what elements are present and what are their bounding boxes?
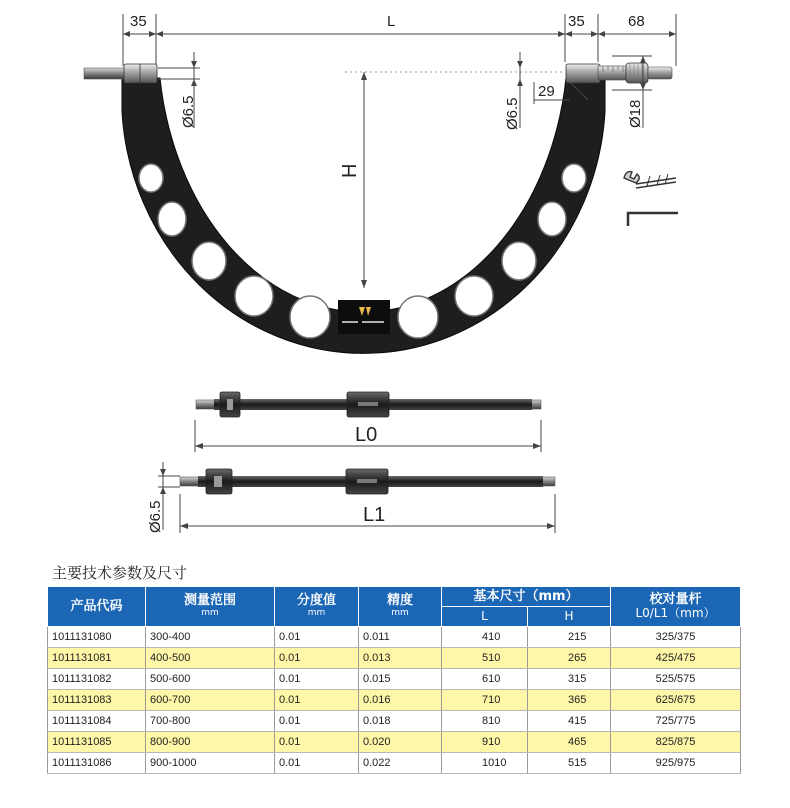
setting-rod-l0	[196, 392, 541, 417]
cell-h: 415	[528, 711, 611, 732]
cell-rod: 325/375	[611, 627, 741, 648]
micrometer-head	[566, 63, 672, 83]
dim-l: L	[387, 13, 396, 30]
cell-accuracy: 0.018	[359, 711, 442, 732]
cell-h: 265	[528, 648, 611, 669]
setting-rod-l1	[180, 469, 555, 494]
top-dimensions	[123, 14, 676, 66]
cell-l: 1010	[442, 753, 528, 774]
cell-l: 410	[442, 627, 528, 648]
cell-accuracy: 0.020	[359, 732, 442, 753]
rod-l0-label: L0	[355, 424, 378, 446]
height-label: H	[339, 163, 361, 178]
spec-table	[47, 586, 741, 774]
dia-right-label: Ø18	[627, 99, 644, 128]
cell-division: 0.01	[275, 669, 359, 690]
header-l: L	[442, 607, 528, 627]
table-row	[48, 711, 741, 732]
cell-division: 0.01	[275, 753, 359, 774]
hex-key-icon	[628, 213, 678, 226]
cell-code: 1011131080	[48, 627, 146, 648]
cell-code: 1011131086	[48, 753, 146, 774]
cell-h: 465	[528, 732, 611, 753]
rod-dia-label: Ø6.5	[147, 500, 164, 533]
cell-range: 300-400	[146, 627, 275, 648]
cell-rod: 925/975	[611, 753, 741, 774]
header-h: H	[528, 607, 611, 627]
cell-range: 900-1000	[146, 753, 275, 774]
cell-l: 510	[442, 648, 528, 669]
dia-mid-label: Ø6.5	[504, 97, 521, 130]
cell-l: 710	[442, 690, 528, 711]
cell-rod: 425/475	[611, 648, 741, 669]
cell-accuracy: 0.015	[359, 669, 442, 690]
cell-h: 315	[528, 669, 611, 690]
cell-range: 500-600	[146, 669, 275, 690]
header-range: 测量范围 mm	[146, 587, 275, 627]
cell-h: 365	[528, 690, 611, 711]
table-row	[48, 648, 741, 669]
cell-code: 1011131083	[48, 690, 146, 711]
cell-division: 0.01	[275, 690, 359, 711]
section-title: 主要技术参数及尺寸	[52, 564, 188, 582]
table-row	[48, 690, 741, 711]
cell-accuracy: 0.013	[359, 648, 442, 669]
cell-l: 910	[442, 732, 528, 753]
cell-rod: 825/875	[611, 732, 741, 753]
table-row	[48, 732, 741, 753]
cell-range: 600-700	[146, 690, 275, 711]
brand-logo	[338, 300, 390, 334]
cell-accuracy: 0.016	[359, 690, 442, 711]
cell-code: 1011131085	[48, 732, 146, 753]
rod-l1-label: L1	[363, 504, 386, 526]
cell-range: 800-900	[146, 732, 275, 753]
cell-rod: 625/675	[611, 690, 741, 711]
header-accuracy: 精度 mm	[359, 587, 442, 627]
cell-h: 515	[528, 753, 611, 774]
cell-accuracy: 0.022	[359, 753, 442, 774]
cell-range: 400-500	[146, 648, 275, 669]
cell-code: 1011131082	[48, 669, 146, 690]
anvil-left	[84, 64, 157, 83]
header-division: 分度值 mm	[275, 587, 359, 627]
table-row	[48, 627, 741, 648]
cell-code: 1011131081	[48, 648, 146, 669]
dim-35-right: 35	[568, 13, 585, 30]
dim-35-left: 35	[130, 13, 147, 30]
header-rod: 校对量杆 L0/L1（mm）	[611, 587, 741, 627]
dia-left-label: Ø6.5	[180, 95, 197, 128]
cell-accuracy: 0.011	[359, 627, 442, 648]
header-code: 产品代码	[48, 587, 146, 627]
cell-rod: 725/775	[611, 711, 741, 732]
cell-division: 0.01	[275, 627, 359, 648]
dim-68: 68	[628, 13, 645, 30]
wrench-icon	[624, 172, 676, 188]
header-basic-size: 基本尺寸（mm）	[442, 587, 611, 607]
cell-h: 215	[528, 627, 611, 648]
dim-29-label: 29	[538, 83, 555, 100]
cell-l: 610	[442, 669, 528, 690]
cell-division: 0.01	[275, 732, 359, 753]
cell-rod: 525/575	[611, 669, 741, 690]
cell-l: 810	[442, 711, 528, 732]
cell-division: 0.01	[275, 648, 359, 669]
table-row	[48, 669, 741, 690]
cell-code: 1011131084	[48, 711, 146, 732]
table-row	[48, 753, 741, 774]
cell-division: 0.01	[275, 711, 359, 732]
cell-range: 700-800	[146, 711, 275, 732]
